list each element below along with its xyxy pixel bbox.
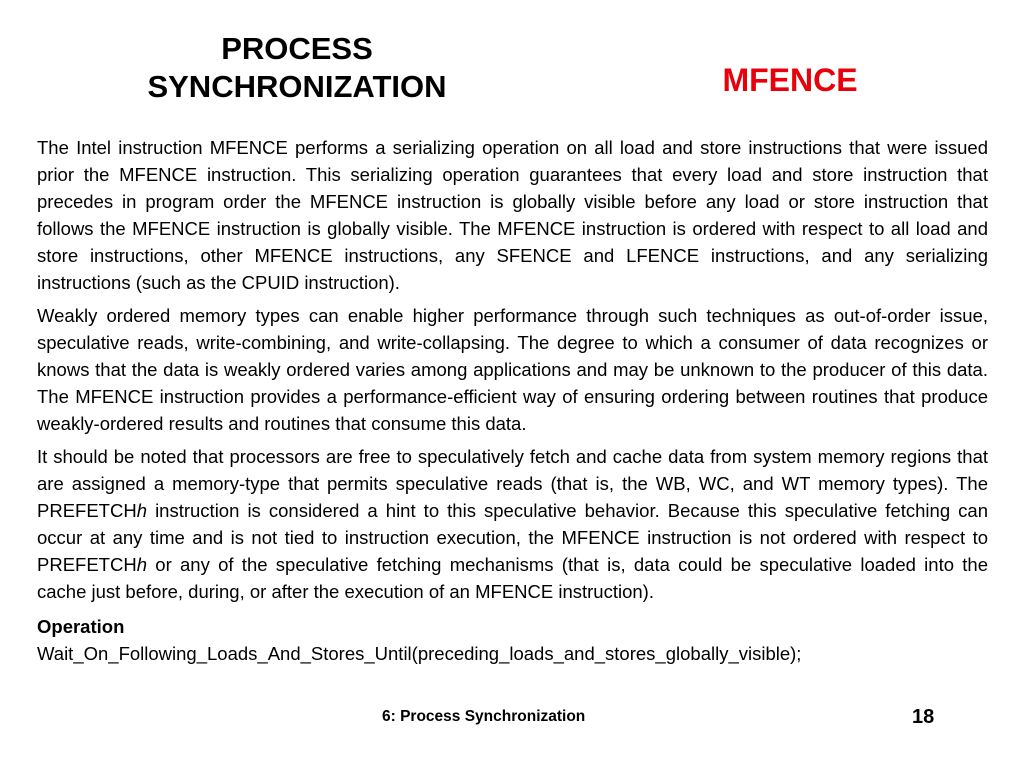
operation-heading: Operation [37,616,125,637]
paragraph-3-text-3: or any of the speculative fetching mechanisms (that is, data could be speculative loaded into the cache just before, during, or after the execution of an MFENCE instruction). [37,554,988,602]
page-number: 18 [912,706,935,728]
paragraph-3-italic-h-1: h [136,500,147,521]
operation-code: Wait_On_Following_Loads_And_Stores_Until(preceding_loads_and_stores_globally_visible); [37,643,802,664]
slide-title-line-2: SYNCHRONIZATION [147,69,447,105]
slide-title-line-1: PROCESS [221,31,373,66]
slide-body [37,134,988,667]
paragraph-3-italic-h-2: h [136,554,147,575]
slide-subtitle: MFENCE [722,62,858,98]
footer-label: 6: Process Synchronization [382,708,586,725]
body-paragraph-2: Weakly ordered memory types can enable higher performance through such techniques as out-of-order issue, speculative reads, write-combining, and write-collapsing. The degree to which a consumer of data recognizes or knows that the data is weakly ordered varies among applications and may be unknown to the producer of this data. The MFENCE instruction provides a performance-efficient way of ensuring ordering between routines that produce weakly-ordered results and routines that consume this data. [37,305,988,434]
slide-title [92,30,502,107]
paragraph-3-text-2: instruction is considered a hint to this speculative behavior. Because this speculative fetching can occur at any time and is not tied to instruction execution, the MFENCE instruction is not ordered with respect to PREFETCH [37,500,988,575]
body-paragraph-3 [37,443,988,605]
paragraph-3-text-1: It should be noted that processors are free to speculatively fetch and cache data from system memory regions that are assigned a memory-type that permits speculative reads (that is, the WB, WC, and WT memory types). The PREFETCH [37,446,988,521]
body-paragraph-1: The Intel instruction MFENCE performs a serializing operation on all load and store instructions that were issued prior the MFENCE instruction. This serializing operation guarantees that every load and store instruction that precedes in program order the MFENCE instruction is globally visible before any load or store instruction that follows the MFENCE instruction is globally visible. The MFENCE instruction is ordered with respect to all load and store instructions, other MFENCE instructions, any SFENCE and LFENCE instructions, and any serializing instructions (such as the CPUID instruction). [37,137,988,293]
